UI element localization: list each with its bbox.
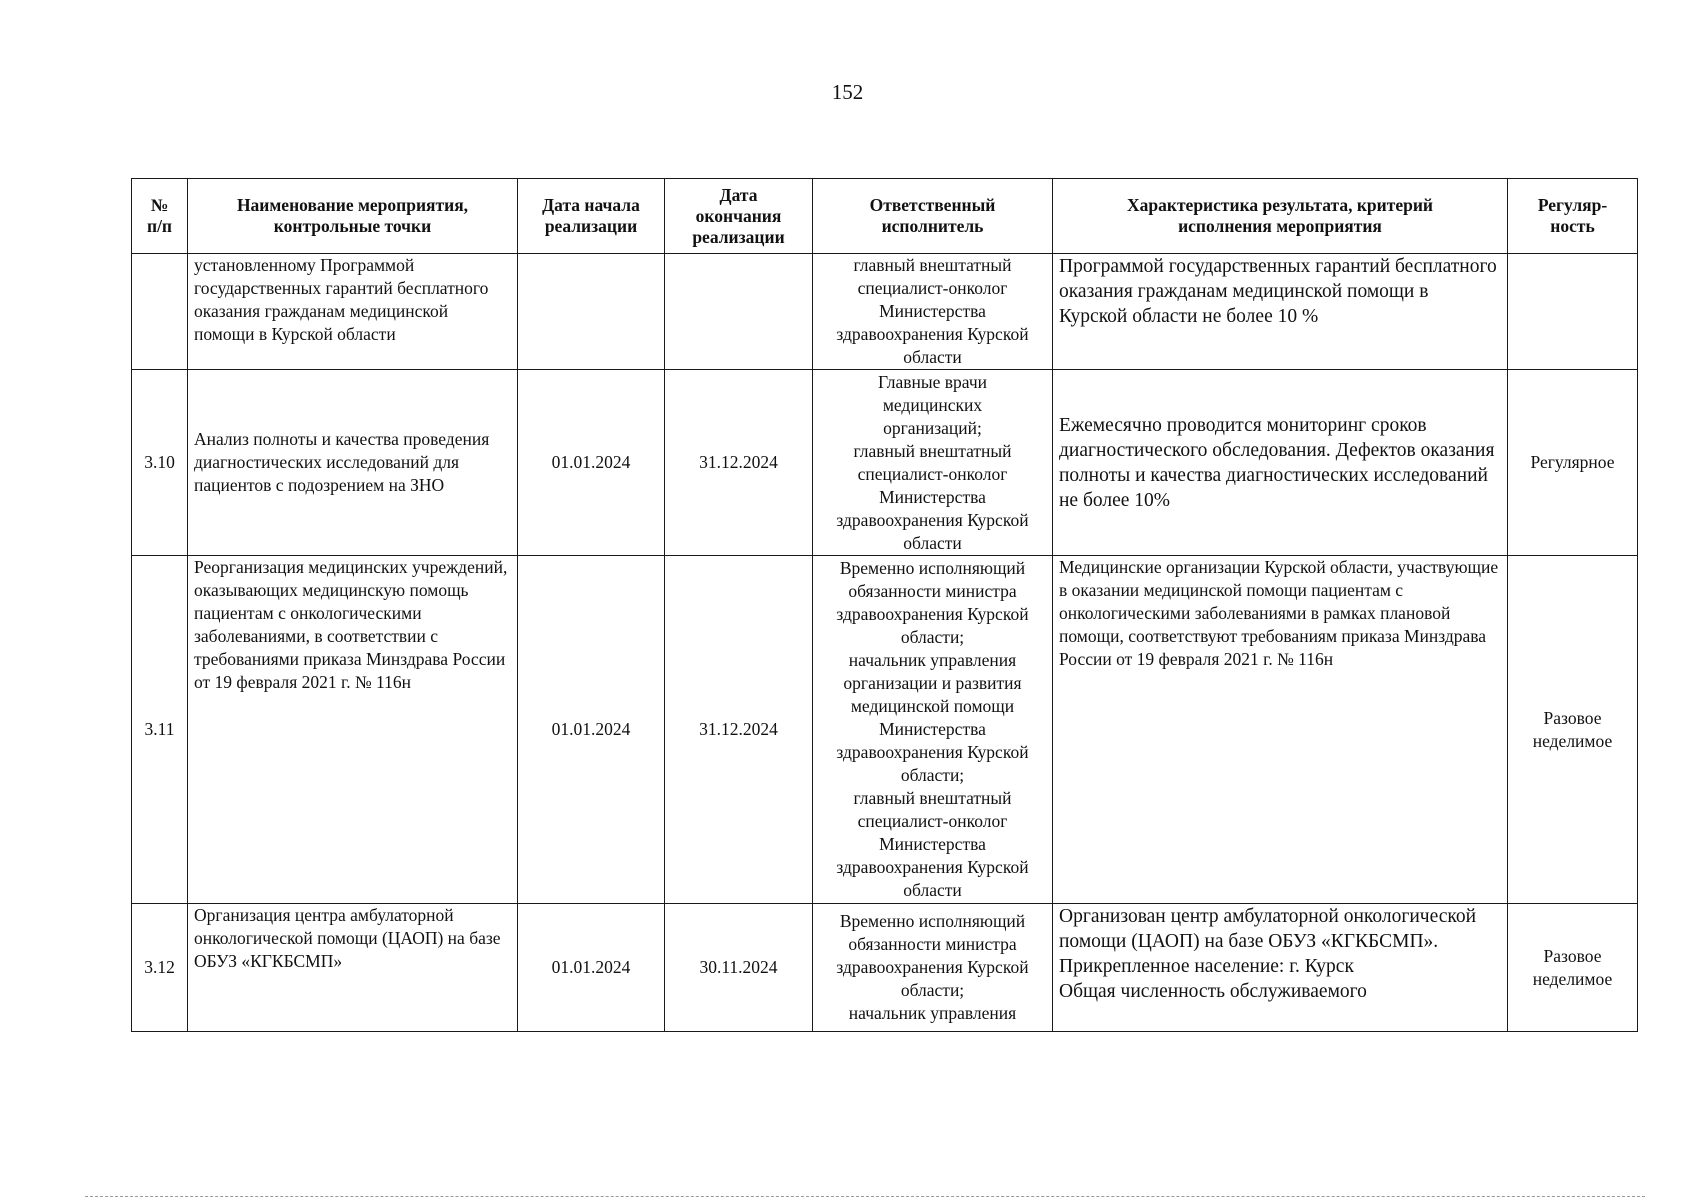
row-responsible: Временно исполняющий обязанности министра здравоохранения Курской области; начальник управления xyxy=(813,904,1053,1032)
row-regularity: Разовое неделимое xyxy=(1508,556,1638,904)
row-end-date: 31.12.2024 xyxy=(665,556,813,904)
row-responsible: Главные врачи медицинских организаций; главный внештатный специалист-онколог Министерства здравоохранения Курской области xyxy=(813,370,1053,556)
row-result: Организован центр амбулаторной онкологической помощи (ЦАОП) на базе ОБУЗ «КГКБСМП». Прикрепленное население: г. Курск Общая численность обслуживаемого xyxy=(1053,904,1508,1032)
header-start-date: Дата начала реализации xyxy=(518,179,665,254)
table-row xyxy=(132,254,1638,370)
row-regularity: Регулярное xyxy=(1508,370,1638,556)
row-end-date: 30.11.2024 xyxy=(665,904,813,1032)
row-number: 3.11 xyxy=(132,556,188,904)
row-name: Реорганизация медицинских учреждений, оказывающих медицинскую помощь пациентам с онкологическими заболеваниями, в соответствии с требованиями приказа Минздрава России от 19 февраля 2021 г. № 116н xyxy=(188,556,518,904)
row-result: Программой государственных гарантий бесплатного оказания гражданам медицинской помощи в Курской области не более 10 % xyxy=(1053,254,1508,370)
row-start-date: 01.01.2024 xyxy=(518,370,665,556)
header-name: Наименование мероприятия, контрольные точки xyxy=(188,179,518,254)
header-end-date: Дата окончания реализации xyxy=(665,179,813,254)
row-name: Организация центра амбулаторной онкологической помощи (ЦАОП) на базе ОБУЗ «КГКБСМП» xyxy=(188,904,518,1032)
row-responsible: Временно исполняющий обязанности министра здравоохранения Курской области; начальник управления организации и развития медицинской помощи Министерства здравоохранения Курской области; главный внештатный специалист-онколог Министерства здравоохранения Курской области xyxy=(813,556,1053,904)
row-regularity xyxy=(1508,254,1638,370)
row-number: 3.10 xyxy=(132,370,188,556)
measures-table xyxy=(131,178,1638,1032)
row-name: установленному Программой государственных гарантий бесплатного оказания гражданам медицинской помощи в Курской области xyxy=(188,254,518,370)
row-regularity: Разовое неделимое xyxy=(1508,904,1638,1032)
row-result: Медицинские организации Курской области, участвующие в оказании медицинской помощи пациентам с онкологическими заболеваниями в рамках плановой помощи, соответствуют требованиям приказа Минздрава России от 19 февраля 2021 г. № 116н xyxy=(1053,556,1508,904)
scan-edge-divider xyxy=(85,1196,1645,1197)
header-responsible: Ответственный исполнитель xyxy=(813,179,1053,254)
row-name: Анализ полноты и качества проведения диагностических исследований для пациентов с подозрением на ЗНО xyxy=(188,370,518,556)
table-row xyxy=(132,370,1638,556)
header-number: № п/п xyxy=(132,179,188,254)
header-result: Характеристика результата, критерий исполнения мероприятия xyxy=(1053,179,1508,254)
header-regularity: Регуляр- ность xyxy=(1508,179,1638,254)
table-row xyxy=(132,556,1638,904)
row-responsible: главный внештатный специалист-онколог Министерства здравоохранения Курской области xyxy=(813,254,1053,370)
row-number xyxy=(132,254,188,370)
table-row xyxy=(132,904,1638,1032)
page-number: 152 xyxy=(831,80,864,104)
row-start-date: 01.01.2024 xyxy=(518,556,665,904)
row-start-date xyxy=(518,254,665,370)
row-result: Ежемесячно проводится мониторинг сроков диагностического обследования. Дефектов оказания полноты и качества диагностических исследований не более 10% xyxy=(1053,370,1508,556)
row-start-date: 01.01.2024 xyxy=(518,904,665,1032)
row-end-date xyxy=(665,254,813,370)
row-end-date: 31.12.2024 xyxy=(665,370,813,556)
table-header-row xyxy=(132,179,1638,254)
row-number: 3.12 xyxy=(132,904,188,1032)
